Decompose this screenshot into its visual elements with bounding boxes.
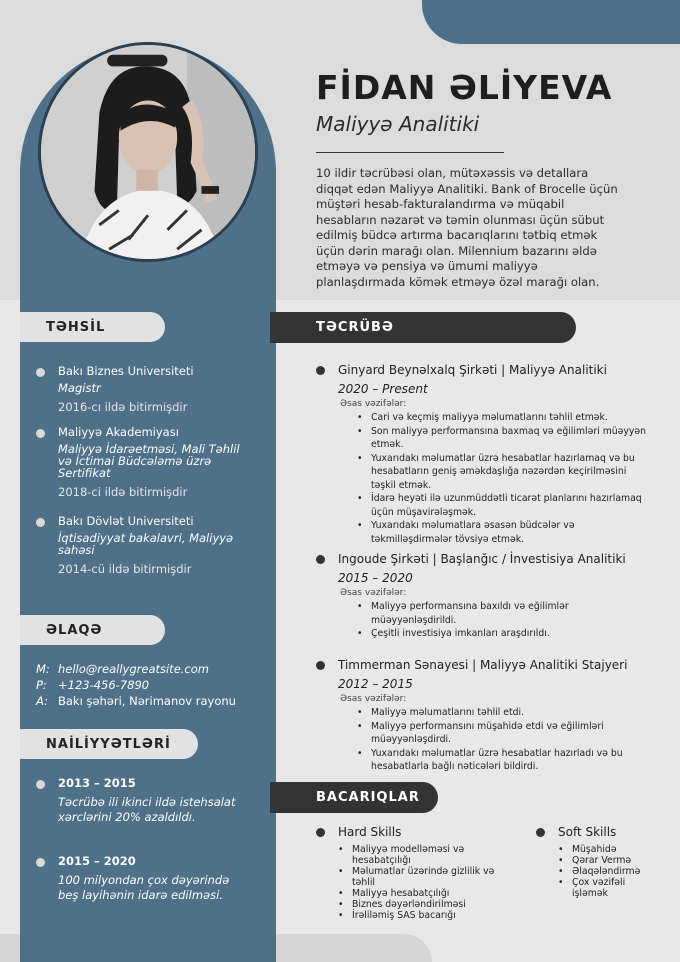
portrait-image xyxy=(41,45,255,259)
list-item: • Yuxarıdakı məlumatlar üzrə hesabatlar hazırlamaq və bu hesabatların geniş əməkdaşlığa nəzərdən keçirilməsini təşkil etmək. xyxy=(357,452,646,493)
bullet-icon xyxy=(36,429,45,438)
bullet-icon xyxy=(36,858,45,867)
person-role: Maliyyə Analitiki xyxy=(316,112,480,136)
bullet-icon xyxy=(316,661,325,670)
list-item: • Maliyyə modelləməsi və hesabatçılığı xyxy=(338,844,496,866)
achievement-text: Təcrübə ili ikinci ildə istehsalat xərclərini 20% azaldıldı. xyxy=(58,795,236,824)
phone-label: P: xyxy=(36,678,47,692)
skill-list xyxy=(558,844,656,899)
achievements-heading: NAİLİYYƏTLƏRİ xyxy=(20,729,198,759)
education-school: Bakı Biznes Universiteti xyxy=(58,364,194,378)
job-title: Ingoude Şirkəti | Başlanğıc / İnvestisiya Analitiki xyxy=(338,552,626,566)
skill-list xyxy=(338,844,496,921)
soft-skills-title: Soft Skills xyxy=(558,825,617,839)
list-item: • Cari və keçmiş maliyyə məlumatlarını təhlil etmək. xyxy=(357,411,646,425)
email-label: M: xyxy=(36,662,50,676)
profile-summary: 10 ildir təcrübəsi olan, mütəxəssis və detallara diqqət edən Maliyyə Analitiki. Bank of Brocelle üçün müştəri hesab-fakturalandırma və müqabil hesabların nəzarət və təmin olunması üçün sübut edilmiş büdcə artırma bacarıqlarını tətbiq etmək üçün dərin marağı olan. Milennium bazarını əldə etməyə və pensiya və ümumi maliyyə planlaşdırmada kömək etməyə özəl marağı olan. xyxy=(316,166,618,289)
job-duties-label: Əsas vəzifələr: xyxy=(340,399,407,409)
job-title: Timmerman Sənayesi | Maliyyə Analitiki Stajyeri xyxy=(338,658,628,672)
bullet-icon xyxy=(316,366,325,375)
education-item xyxy=(36,425,256,500)
person-name: FİDAN ƏLİYEVA xyxy=(316,68,613,107)
list-item: • Maliyyə performansına baxıldı və eğilimlər müəyyənləşdirildi. xyxy=(357,600,646,627)
divider xyxy=(316,152,504,153)
corner-decoration xyxy=(422,0,680,44)
list-item: • Maliyyə məlumatlarını təhlil etdi. xyxy=(357,706,646,720)
job-entry xyxy=(316,552,646,641)
education-degree: İqtisadiyyat bakalavri, Maliyyə sahəsi xyxy=(58,531,234,557)
contact-heading: ƏLAQƏ xyxy=(20,615,165,645)
list-item: • İdarə heyəti ilə uzunmüddətli ticarət planlarını hazırlamaq üçün müşavirələşmək. xyxy=(357,492,646,519)
achievement-text: 100 milyondan çox dəyərində beş layihənin idarə edilməsi. xyxy=(58,873,230,902)
education-heading: TƏHSİL xyxy=(20,312,165,342)
education-item xyxy=(36,514,256,577)
list-item: • Çeşitli investisiya imkanları araşdırıldı. xyxy=(357,627,646,641)
list-item: • Çox vəzifəli işləmək xyxy=(558,877,656,899)
list-item: • Maliyyə performansını müşahidə etdi və eğilimləri müəyyənləşdirdi. xyxy=(357,720,646,747)
education-year: 2014-cü ildə bitirmişdir xyxy=(58,562,192,576)
bullet-icon xyxy=(316,555,325,564)
job-entry xyxy=(316,658,646,774)
hard-skills-title: Hard Skills xyxy=(338,825,402,839)
hard-skills xyxy=(316,825,496,921)
job-dates: 2012 – 2015 xyxy=(338,677,413,691)
soft-skills xyxy=(536,825,656,899)
list-item: • Yuxarıdakı məlumatlara əsasən büdcələr və təkmilləşdirmələr tövsiyə etmək. xyxy=(357,519,646,546)
duty-list xyxy=(357,411,646,546)
education-school: Maliyyə Akademiyası xyxy=(58,425,179,439)
phone-value[interactable]: +123-456-7890 xyxy=(58,678,150,692)
education-item xyxy=(36,364,256,415)
job-duties-label: Əsas vəzifələr: xyxy=(340,694,407,704)
duty-list xyxy=(357,600,646,641)
job-entry xyxy=(316,363,646,546)
email-value[interactable]: hello@reallygreatsite.com xyxy=(58,662,209,676)
list-item: • Əlaqələndirmə xyxy=(558,866,656,877)
job-title: Ginyard Beynəlxalq Şirkəti | Maliyyə Analitiki xyxy=(338,363,607,377)
bullet-icon xyxy=(36,518,45,527)
list-item: • İrəliləmiş SAS bacarığı xyxy=(338,910,496,921)
job-duties-label: Əsas vəzifələr: xyxy=(340,588,407,598)
experience-heading: TƏCRÜBƏ xyxy=(270,312,576,343)
achievement-item xyxy=(36,854,246,903)
achievement-item xyxy=(36,776,246,825)
list-item: • Maliyyə hesabatçılığı xyxy=(338,888,496,899)
list-item: • Məlumatlar üzərində gizlilik və təhlil xyxy=(338,866,496,888)
bullet-icon xyxy=(36,780,45,789)
address-label: A: xyxy=(36,694,48,708)
list-item: • Qərar Vermə xyxy=(558,855,656,866)
list-item: • Müşahidə xyxy=(558,844,656,855)
list-item: • Son maliyyə performansına baxmaq və eğilimləri müəyyən etmək. xyxy=(357,425,646,452)
bullet-icon xyxy=(316,828,325,837)
bullet-icon xyxy=(36,368,45,377)
education-year: 2016-cı ildə bitirmişdir xyxy=(58,400,188,414)
contact-block xyxy=(36,661,236,709)
address-value: Bakı şəhəri, Nərimanov rayonu xyxy=(58,694,236,708)
education-school: Bakı Dövlət Universiteti xyxy=(58,514,194,528)
education-year: 2018-ci ildə bitirmişdir xyxy=(58,485,188,499)
achievement-years: 2015 – 2020 xyxy=(58,854,136,868)
duty-list xyxy=(357,706,646,774)
profile-photo xyxy=(38,42,258,262)
job-dates: 2020 – Present xyxy=(338,382,428,396)
list-item: • Biznes dəyərləndirilməsi xyxy=(338,899,496,910)
education-degree: Magistr xyxy=(58,381,101,395)
list-item: • Yuxarıdakı məlumatlar üzrə hesabatlar hazırladı və bu hesabatlarla bağlı nəticələri bildirdi. xyxy=(357,747,646,774)
skills-heading: BACARIQLAR xyxy=(270,782,438,813)
job-dates: 2015 – 2020 xyxy=(338,571,413,585)
education-degree: Maliyyə İdarəetməsi, Mali Təhlil və İctimai Büdcələmə üzrə Sertifikat xyxy=(58,442,240,480)
achievement-years: 2013 – 2015 xyxy=(58,776,136,790)
bullet-icon xyxy=(536,828,545,837)
